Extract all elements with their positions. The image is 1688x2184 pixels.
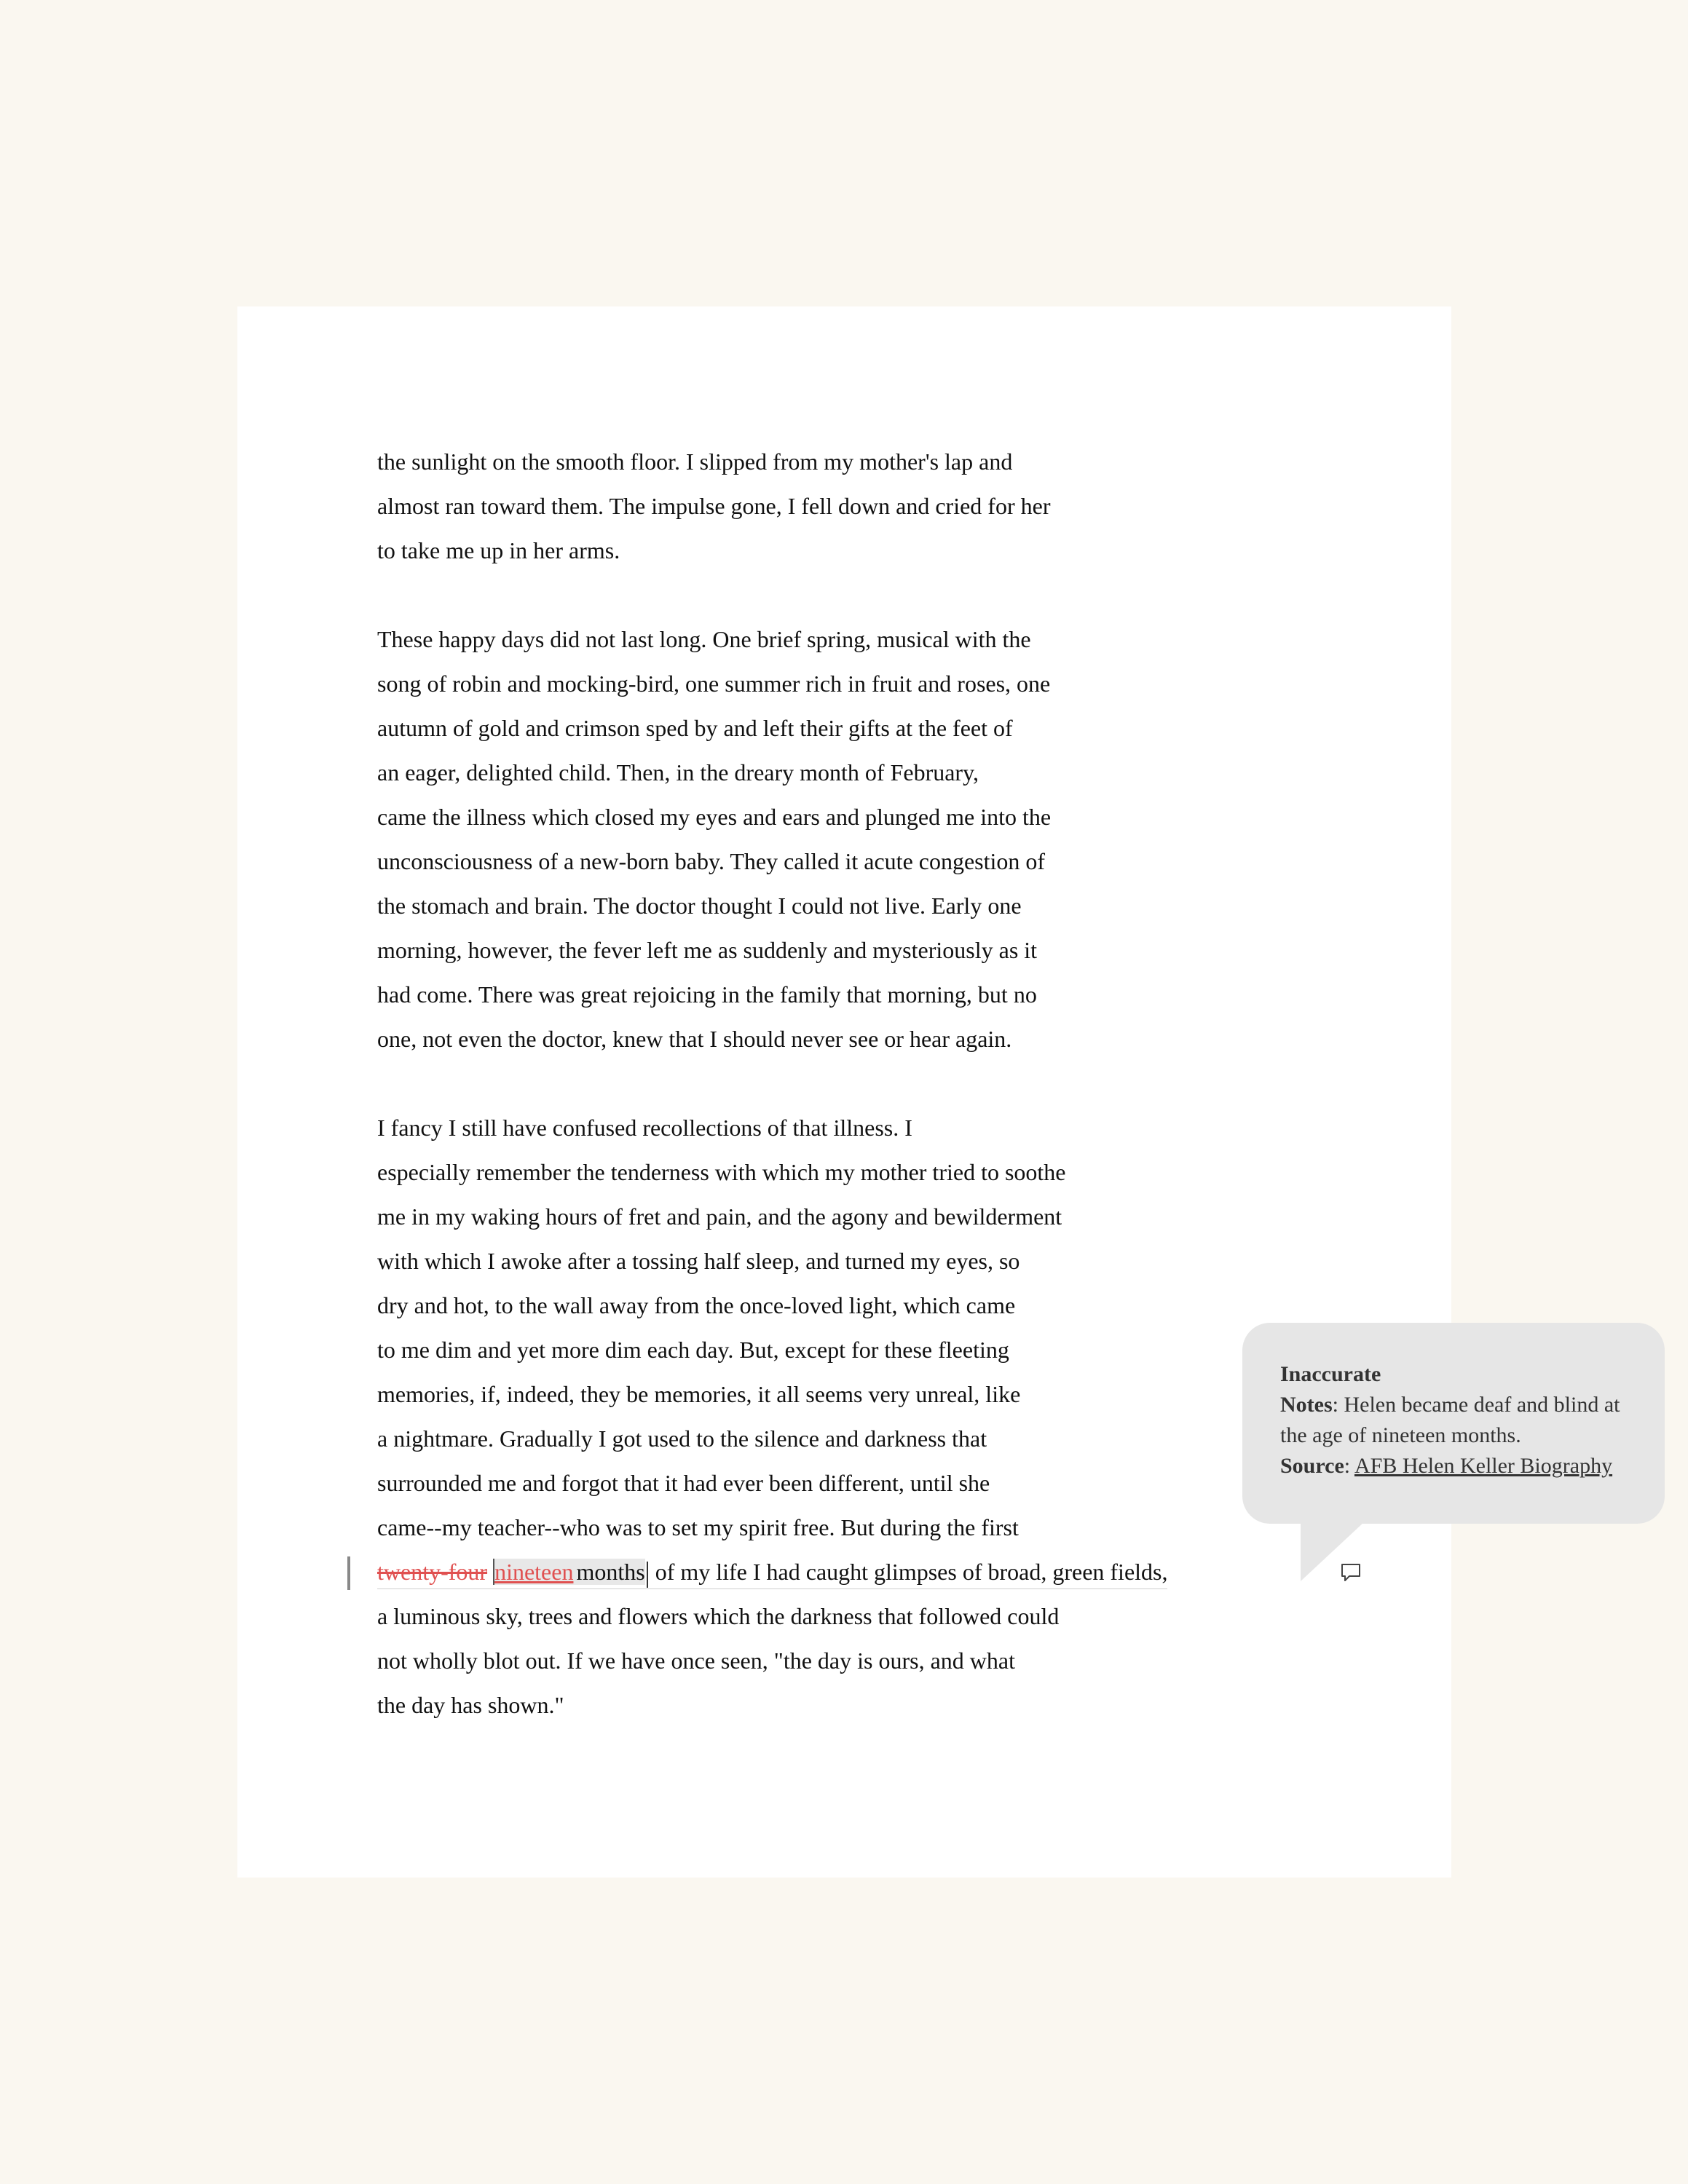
text-line: autumn of gold and crimson sped by and left their gifts at the feet of [377, 715, 1013, 741]
text-line: morning, however, the fever left me as suddenly and mysteriously as it [377, 937, 1038, 963]
text-line: almost ran toward them. The impulse gone, I fell down and cried for her [377, 493, 1051, 519]
source-label: Source [1280, 1454, 1344, 1478]
text-line: with which I awoke after a tossing half sleep, and turned my eyes, so [377, 1248, 1020, 1274]
text-line: to me dim and yet more dim each day. But, except for these fleeting [377, 1337, 1009, 1363]
text-line: came--my teacher--who was to set my spirit free. But during the first [377, 1514, 1019, 1540]
comment-icon[interactable] [1340, 1562, 1362, 1583]
text-line: came the illness which closed my eyes and ears and plunged me into the [377, 804, 1052, 830]
text-line: song of robin and mocking-bird, one summer rich in fruit and roses, one [377, 670, 1051, 697]
comment-title: Inaccurate [1280, 1362, 1381, 1386]
text-line: the sunlight on the smooth floor. I slipped from my mother's lap and [377, 448, 1013, 475]
text-line: an eager, delighted child. Then, in the dreary month of February, [377, 759, 979, 786]
text-line: not wholly blot out. If we have once seen, "the day is ours, and what [377, 1647, 1015, 1674]
text-line: had come. There was great rejoicing in the family that morning, but no [377, 981, 1037, 1008]
source-separator: : [1344, 1454, 1354, 1478]
text-line: surrounded me and forgot that it had ever been different, until she [377, 1470, 990, 1496]
text-line: I fancy I still have confused recollections of that illness. I [377, 1115, 912, 1141]
paragraph-gap [377, 573, 1309, 617]
comment-notes [1280, 1390, 1643, 1451]
text-line: unconsciousness of a new-born baby. They called it acute congestion of [377, 848, 1046, 874]
text-line: a nightmare. Gradually I got used to the silence and darkness that [377, 1425, 987, 1452]
tracked-change-span[interactable] [377, 1555, 1167, 1589]
inserted-text[interactable]: nineteen [493, 1559, 576, 1585]
text-caret [647, 1562, 648, 1588]
paragraph-gap [377, 1061, 1309, 1106]
text-line: the stomach and brain. The doctor thought I could not live. Early one [377, 893, 1022, 919]
text-line: These happy days did not last long. One brief spring, musical with the [377, 626, 1031, 652]
comment-source [1280, 1451, 1643, 1481]
text-line: the day has shown." [377, 1692, 564, 1718]
text-line: especially remember the tenderness with which my mother tried to soothe [377, 1159, 1066, 1185]
text-line: me in my waking hours of fret and pain, and the agony and bewilderment [377, 1203, 1062, 1230]
tracked-change-line [377, 1550, 1309, 1594]
notes-text: : Helen became deaf and blind at the age of nineteen months. [1280, 1393, 1620, 1447]
text-line: memories, if, indeed, they be memories, it all seems very unreal, like [377, 1381, 1021, 1407]
document-text[interactable] [377, 440, 1309, 1728]
text-line: dry and hot, to the wall away from the once-loved light, which came [377, 1292, 1016, 1318]
tracked-line-rest: of my life I had caught glimpses of broad, green fields, [649, 1559, 1168, 1585]
source-link[interactable]: AFB Helen Keller Biography [1354, 1454, 1613, 1478]
text-line: a luminous sky, trees and flowers which the darkness that followed could [377, 1603, 1060, 1629]
text-line: one, not even the doctor, knew that I should never see or hear again. [377, 1026, 1012, 1052]
notes-label: Notes [1280, 1393, 1333, 1417]
change-bar [347, 1556, 350, 1590]
text-line: to take me up in her arms. [377, 537, 620, 563]
comment-bubble[interactable] [1242, 1323, 1665, 1524]
highlighted-word[interactable]: months [576, 1559, 645, 1585]
deleted-text[interactable]: twenty-four [377, 1559, 488, 1585]
